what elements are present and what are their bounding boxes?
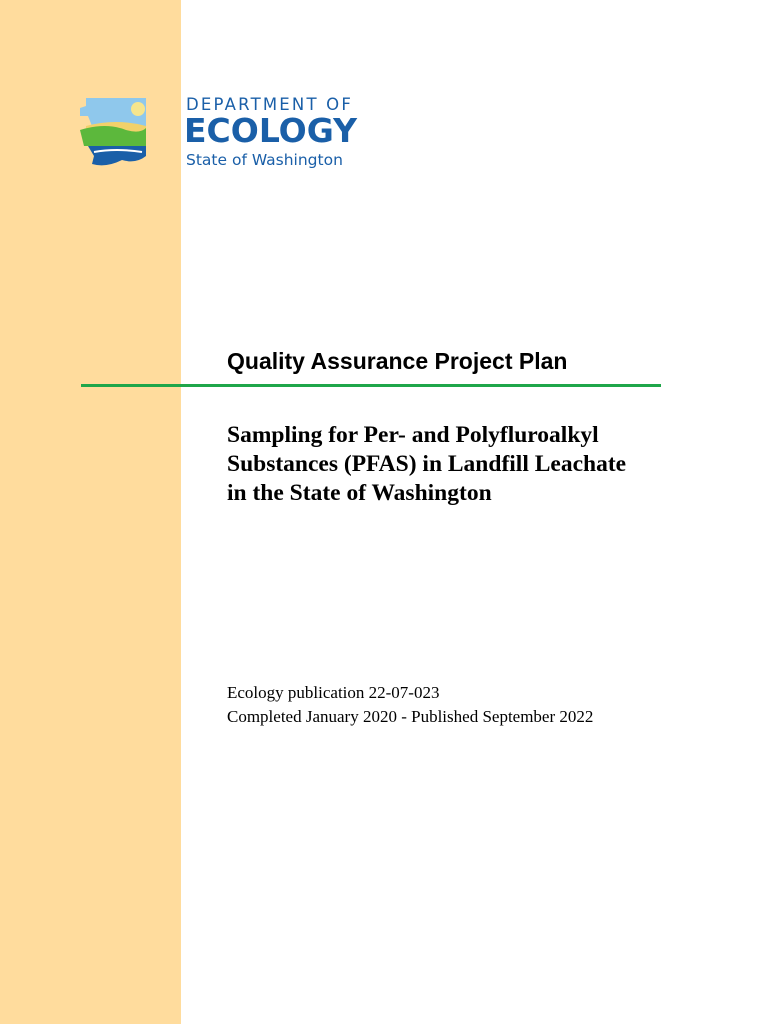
title-line: Substances (PFAS) in Landfill Leachate xyxy=(227,451,627,477)
logo-department-text: DEPARTMENT OF xyxy=(186,95,354,114)
washington-state-logo-icon xyxy=(76,94,182,172)
logo-state-text: State of Washington xyxy=(186,151,343,169)
publication-dates: Completed January 2020 - Published September 2022 xyxy=(227,707,594,726)
logo-ecology-text: ECOLOGY xyxy=(184,111,357,150)
heading-divider xyxy=(81,384,661,387)
title-line: in the State of Washington xyxy=(227,480,492,506)
document-title xyxy=(227,421,727,508)
publication-number: Ecology publication 22-07-023 xyxy=(227,683,440,702)
title-line: Sampling for Per- and Polyfluroalkyl xyxy=(227,422,599,448)
ecology-logo xyxy=(76,94,356,174)
document-type-heading: Quality Assurance Project Plan xyxy=(227,348,568,374)
publication-info xyxy=(227,681,593,729)
